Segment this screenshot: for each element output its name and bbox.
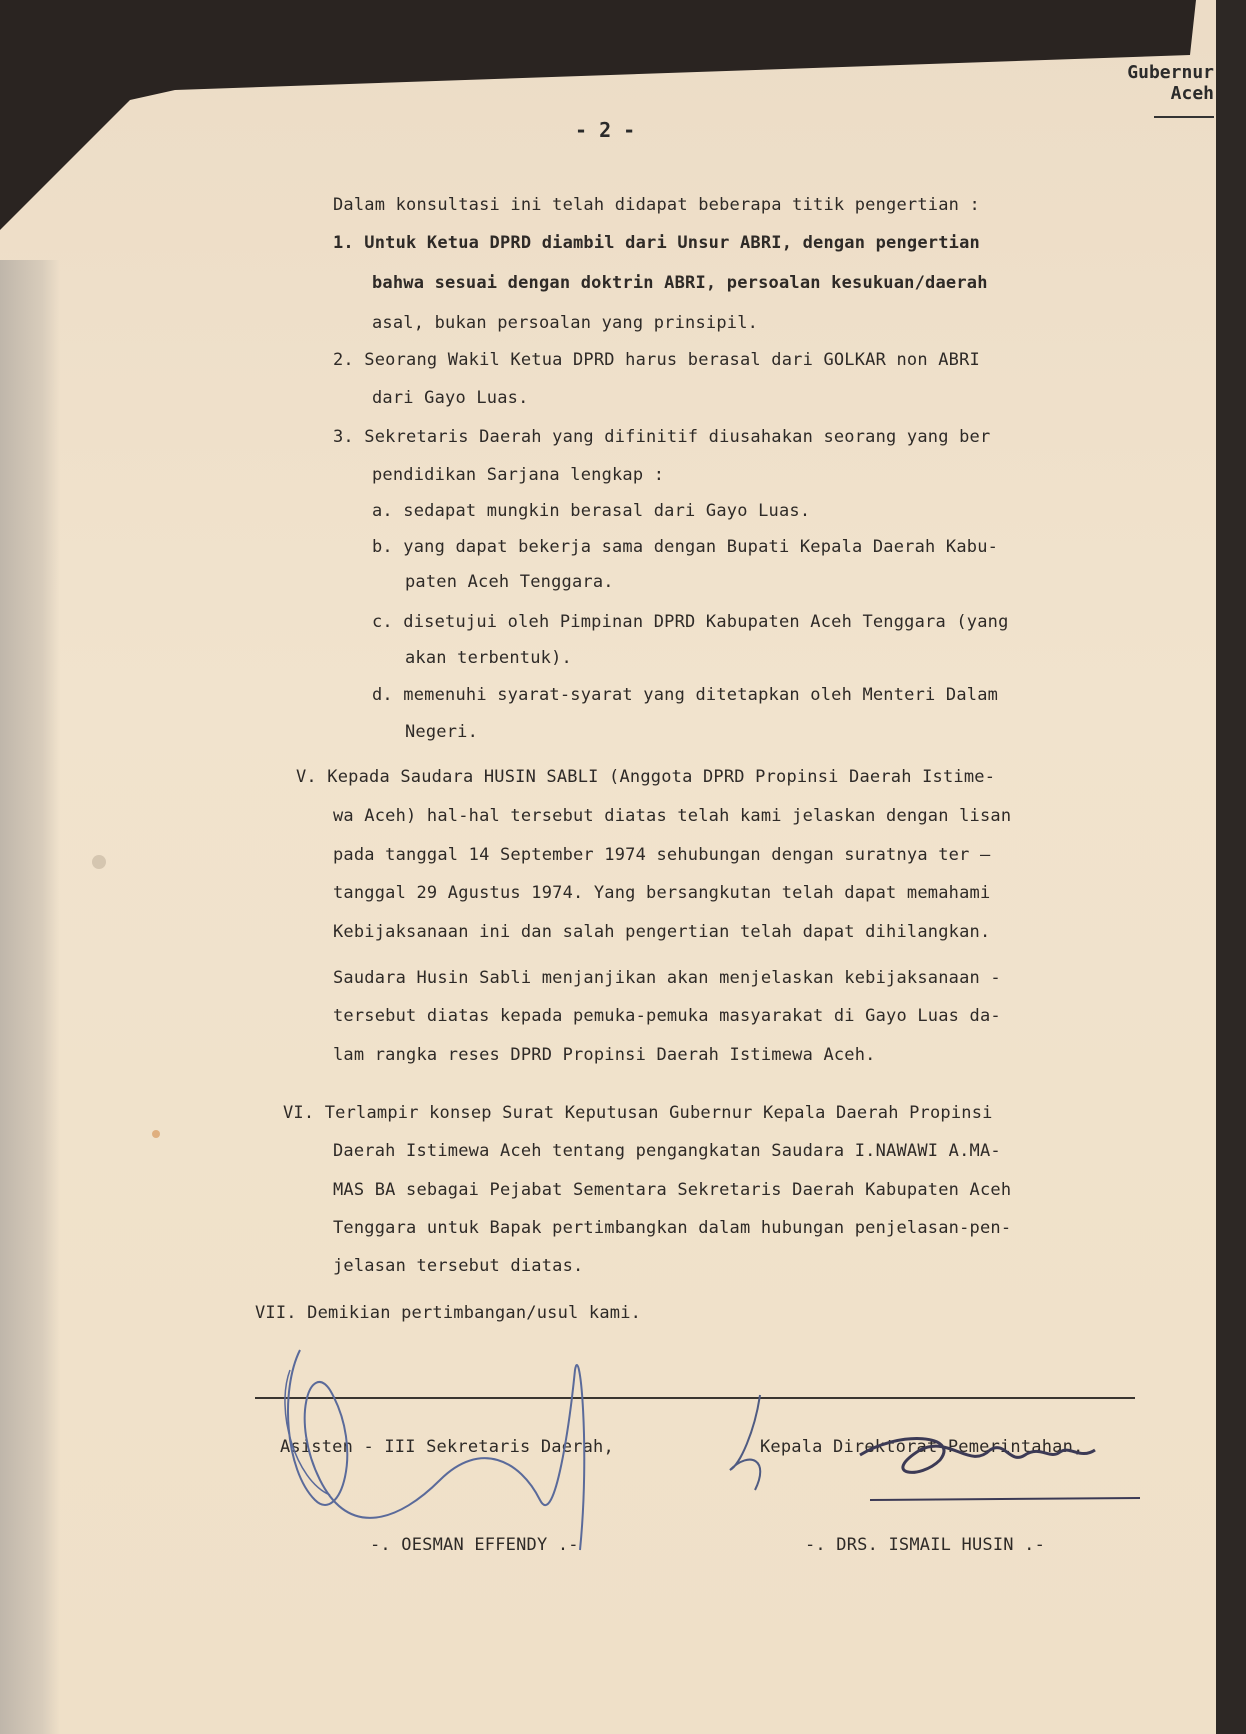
point-3a: a. sedapat mungkin berasal dari Gayo Luas. xyxy=(372,501,811,521)
section-v-line-1: V. Kepada Saudara HUSIN SABLI (Anggota DPRD Propinsi Daerah Istime- xyxy=(296,767,996,787)
right-signatory-title: Kepala Direktorat Pemerintahan, xyxy=(760,1437,1084,1457)
corner-header-bottom: Aceh xyxy=(1170,83,1214,104)
point-1-line-2: bahwa sesuai dengan doktrin ABRI, persoalan kesukuan/daerah xyxy=(372,273,988,293)
section-vi-line-5: jelasan tersebut diatas. xyxy=(333,1256,584,1276)
left-signature-mark xyxy=(270,1330,650,1570)
section-v-line-4: tanggal 29 Agustus 1974. Yang bersangkutan telah dapat memahami xyxy=(333,883,991,903)
point-3d-line-2: Negeri. xyxy=(405,722,479,742)
page-edge-shadow xyxy=(0,260,60,1734)
corner-rule xyxy=(1154,116,1214,118)
section-v-line-6: Saudara Husin Sabli menjanjikan akan menjelaskan kebijaksanaan - xyxy=(333,968,1001,988)
section-v-line-5: Kebijaksanaan ini dan salah pengertian telah dapat dihilangkan. xyxy=(333,922,991,942)
section-v-line-7: tersebut diatas kepada pemuka-pemuka masyarakat di Gayo Luas da- xyxy=(333,1006,1001,1026)
section-vi-line-4: Tenggara untuk Bapak pertimbangkan dalam hubungan penjelasan-pen- xyxy=(333,1218,1012,1238)
point-3b-line-2: paten Aceh Tenggara. xyxy=(405,572,614,592)
point-2-line-2: dari Gayo Luas. xyxy=(372,388,529,408)
paper-stain xyxy=(152,1130,160,1138)
paper-stain xyxy=(92,855,106,869)
point-3b-line-1: b. yang dapat bekerja sama dengan Bupati Kepala Daerah Kabu- xyxy=(372,537,999,557)
point-3d-line-1: d. memenuhi syarat-syarat yang ditetapkan oleh Menteri Dalam xyxy=(372,685,999,705)
corner-header xyxy=(1127,62,1214,118)
section-vi-line-2: Daerah Istimewa Aceh tentang pengangkatan Saudara I.NAWAWI A.MA- xyxy=(333,1141,1001,1161)
section-v-line-8: lam rangka reses DPRD Propinsi Daerah Istimewa Aceh. xyxy=(333,1045,876,1065)
scan-border xyxy=(1216,0,1246,1734)
point-3c-line-2: akan terbentuk). xyxy=(405,648,572,668)
section-vi-line-1: VI. Terlampir konsep Surat Keputusan Gubernur Kepala Daerah Propinsi xyxy=(283,1103,993,1123)
point-2-line-1: 2. Seorang Wakil Ketua DPRD harus berasal dari GOLKAR non ABRI xyxy=(333,350,980,370)
section-vi-line-3: MAS BA sebagai Pejabat Sementara Sekretaris Daerah Kabupaten Aceh xyxy=(333,1180,1012,1200)
intro-line: Dalam konsultasi ini telah didapat beberapa titik pengertian : xyxy=(333,195,980,215)
page-number: - 2 - xyxy=(575,118,636,142)
section-vii: VII. Demikian pertimbangan/usul kami. xyxy=(255,1303,642,1323)
left-signatory-name: -. OESMAN EFFENDY .- xyxy=(370,1535,579,1555)
point-3-line-2: pendidikan Sarjana lengkap : xyxy=(372,465,665,485)
section-v-line-3: pada tanggal 14 September 1974 sehubungan dengan suratnya ter — xyxy=(333,845,991,865)
left-signatory-title: Asisten - III Sekretaris Daerah, xyxy=(280,1437,614,1457)
point-1-line-1: 1. Untuk Ketua DPRD diambil dari Unsur ABRI, dengan pengertian xyxy=(333,233,980,253)
corner-header-top: Gubernur xyxy=(1127,62,1214,83)
point-3-line-1: 3. Sekretaris Daerah yang difinitif diusahakan seorang yang ber xyxy=(333,427,991,447)
point-3c-line-1: c. disetujui oleh Pimpinan DPRD Kabupaten Aceh Tenggara (yang xyxy=(372,612,1009,632)
point-1-line-3: asal, bukan persoalan yang prinsipil. xyxy=(372,313,759,333)
right-signature-mark xyxy=(720,1390,1160,1530)
right-signatory-name: -. DRS. ISMAIL HUSIN .- xyxy=(805,1535,1046,1555)
section-v-line-2: wa Aceh) hal-hal tersebut diatas telah kami jelaskan dengan lisan xyxy=(333,806,1012,826)
